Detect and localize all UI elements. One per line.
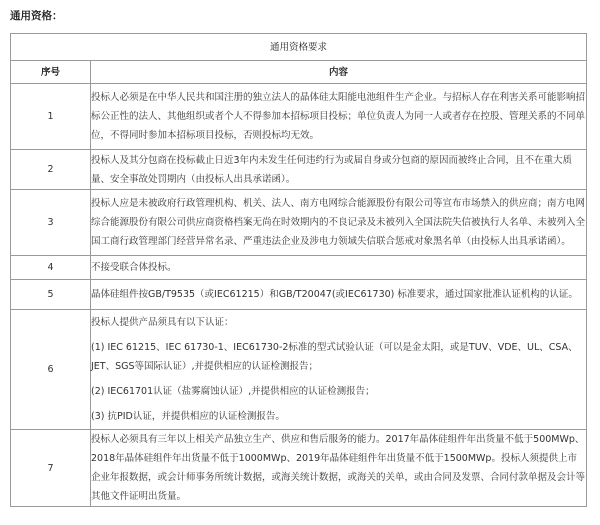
table-header-row [11, 61, 587, 84]
row-number: 7 [11, 430, 91, 507]
row-number: 3 [11, 190, 91, 256]
row-number: 6 [11, 310, 91, 430]
qualification-table [10, 33, 587, 507]
content-paragraph: (2) IEC61701认证（盐雾腐蚀认证）,并提供相应的认证检测报告； [91, 386, 375, 397]
row-content [91, 84, 587, 150]
table-row [11, 310, 587, 430]
row-number: 2 [11, 150, 91, 190]
content-paragraph: 晶体硅组件按GB/T9535（或IEC61215）和GB/T20047(或IEC61730) 标准要求，通过国家批准认证机构的认证。 [91, 289, 578, 300]
content-paragraph: 投标人提供产品须具有以下认证： [91, 317, 234, 328]
header-content: 内容 [91, 61, 587, 84]
table-title: 通用资格要求 [11, 34, 587, 61]
content-paragraph: 投标人必须是在中华人民共和国注册的独立法人的晶体硅太阳能电池组件生产企业。与招标人存在利害关系可能影响招标公正性的法人、其他组织或者个人不得参加本招标项目投标；单位负责人为同一人或者存在控股、管理关系的不同单位，不得同时参加本招标项目投标，否则投标均无效。 [91, 92, 586, 141]
row-content [91, 150, 587, 190]
table-row [11, 280, 587, 310]
row-number: 4 [11, 256, 91, 280]
row-content [91, 280, 587, 310]
row-content [91, 430, 587, 507]
content-paragraph: 投标人及其分包商在投标截止日近3年内未发生任何违约行为或届自身或分包商的原因而被终止合同，且不在重大质量、安全事故处罚期内（由投标人出具承诺函）。 [91, 154, 573, 185]
row-content [91, 190, 587, 256]
row-content [91, 310, 587, 430]
row-number: 1 [11, 84, 91, 150]
table-row [11, 190, 587, 256]
content-paragraph: 投标人必须具有三年以上相关产品独立生产、供应和售后服务的能力。2017年晶体硅组件年出货量不低于500MWp、2018年晶体硅组件年出货量不低于1000MWp、2019年晶体硅组件年出货量不低于1500MWp。投标人须提供上市企业年报数据，或会计师事务所统计数据，或海关统计数据，或海关的关单，或由合同及发票、合同付款单据及会计等其他文件证明出货量。 [91, 434, 586, 502]
table-body [11, 84, 587, 507]
content-paragraph: (1) IEC 61215、IEC 61730-1、IEC61730-2标准的型式试验认证（可以是金太阳，或是TUV、VDE、UL、CSA、JET、SGS等国际认证）,并提供相应的认证检测报告； [91, 342, 578, 372]
table-row [11, 256, 587, 280]
table-row [11, 150, 587, 190]
content-paragraph: 不接受联合体投标。 [91, 262, 177, 273]
table-row [11, 84, 587, 150]
content-paragraph: (3) 抗PID认证，并提供相应的认证检测报告。 [91, 411, 285, 422]
section-heading: 通用资格： [10, 10, 63, 22]
header-no: 序号 [11, 61, 91, 84]
content-paragraph: 投标人应是未被政府行政管理机构、机关、法人、南方电网综合能源股份有限公司等宣布市场禁入的供应商；南方电网综合能源股份有限公司供应商资格档案无尚在时效期内的不良记录及未被列入全国法院失信被执行人名单、未被列入全国工商行政管理部门经营异常名录、严重违法企业及涉电力领域失信联合惩戒对象黑名单（由投标人出具承诺函）。 [91, 198, 586, 247]
table-row [11, 430, 587, 507]
row-content [91, 256, 587, 280]
row-number: 5 [11, 280, 91, 310]
